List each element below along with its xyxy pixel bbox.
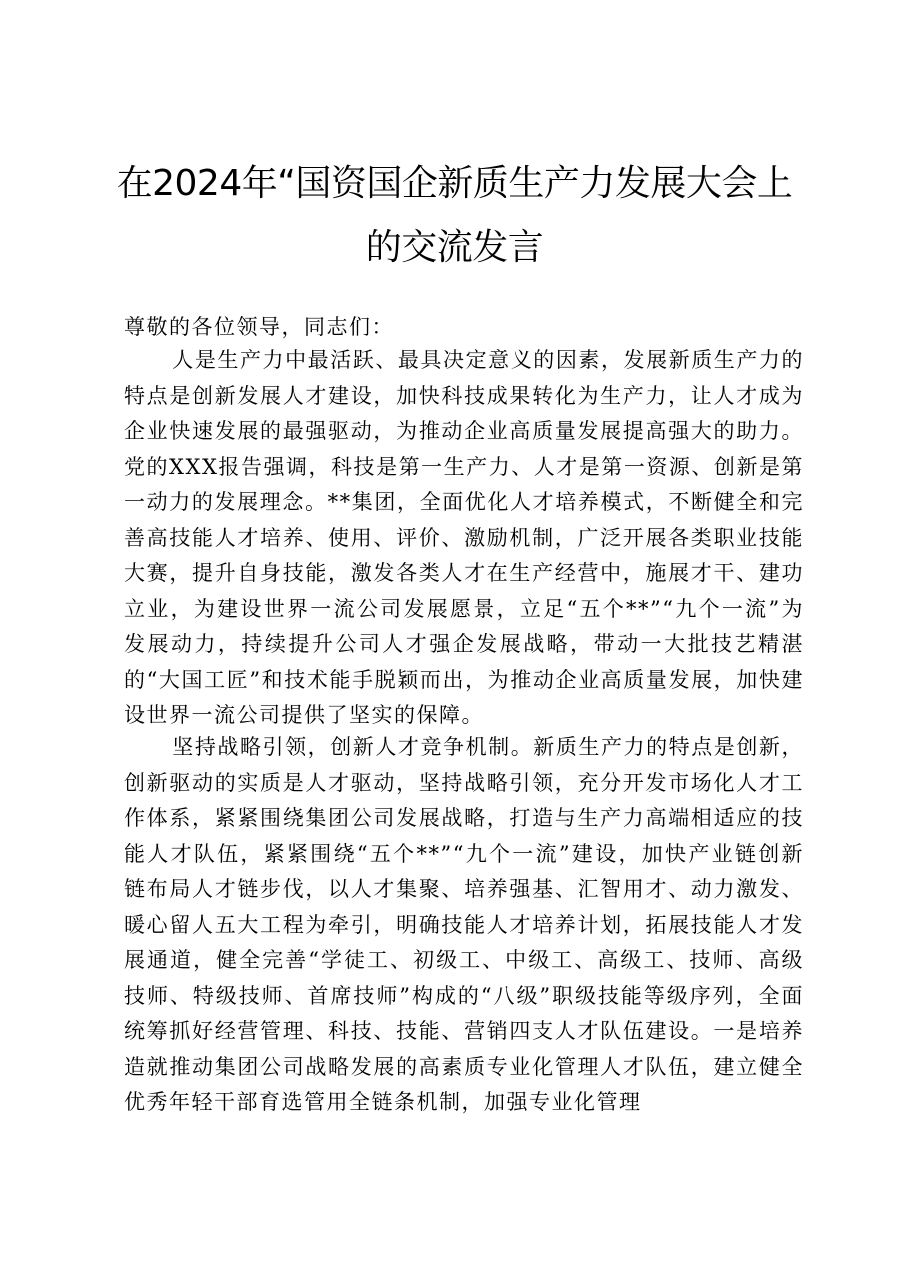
document-title-line-1: 在2024年“国资国企新质生产力发展大会上	[116, 163, 793, 204]
document-title-line-2: 的交流发言	[365, 227, 544, 268]
body-paragraph: 坚持战略引领，创新人才竞争机制。新质生产力的特点是创新，创新驱动的实质是人才驱动，坚持战略引领，充分开发市场化人才工作体系，紧紧围绕集团公司发展战略，打造与生产力高端相适应的技能人才队伍，紧紧围绕“五个**”“九个一流”建设，加快产业链创新链布局人才链步伐，以人才集聚、培养强基、汇智用才、动力激发、暖心留人五大工程为牵引，明确技能人才培养计划，拓展技能人才发展通道，健全完善“学徒工、初级工、中级工、高级工、技师、高级技师、特级技师、首席技师”构成的“八级”职级技能等级序列，全面统筹抓好经营管理、科技、技能、营销四支人才队伍建设。一是培养造就推动集团公司战略发展的高素质专业化管理人才队伍，建立健全优秀年轻干部育选管用全链条机制，加强专业化管理	[124, 735, 804, 1114]
body-paragraph: 人是生产力中最活跃、最具决定意义的因素，发展新质生产力的特点是创新发展人才建设，加快科技成果转化为生产力，让人才成为企业快速发展的最强驱动，为推动企业高质量发展提高强大的助力。党的XXX报告强调，科技是第一生产力、人才是第一资源、创新是第一动力的发展理念。**集团，全面优化人才培养模式，不断健全和完善高技能人才培养、使用、评价、激励机制，广泛开展各类职业技能大赛，提升自身技能，激发各类人才在生产经营中，施展才干、建功立业，为建设世界一流公司发展愿景，立足“五个**”“九个一流”为发展动力，持续提升公司人才强企发展战略，带动一大批技艺精湛的“大国工匠”和技术能手脱颖而出，为推动企业高质量发展，加快建设世界一流公司提供了坚实的保障。	[124, 348, 804, 727]
salutation: 尊敬的各位领导，同志们：	[124, 315, 394, 339]
